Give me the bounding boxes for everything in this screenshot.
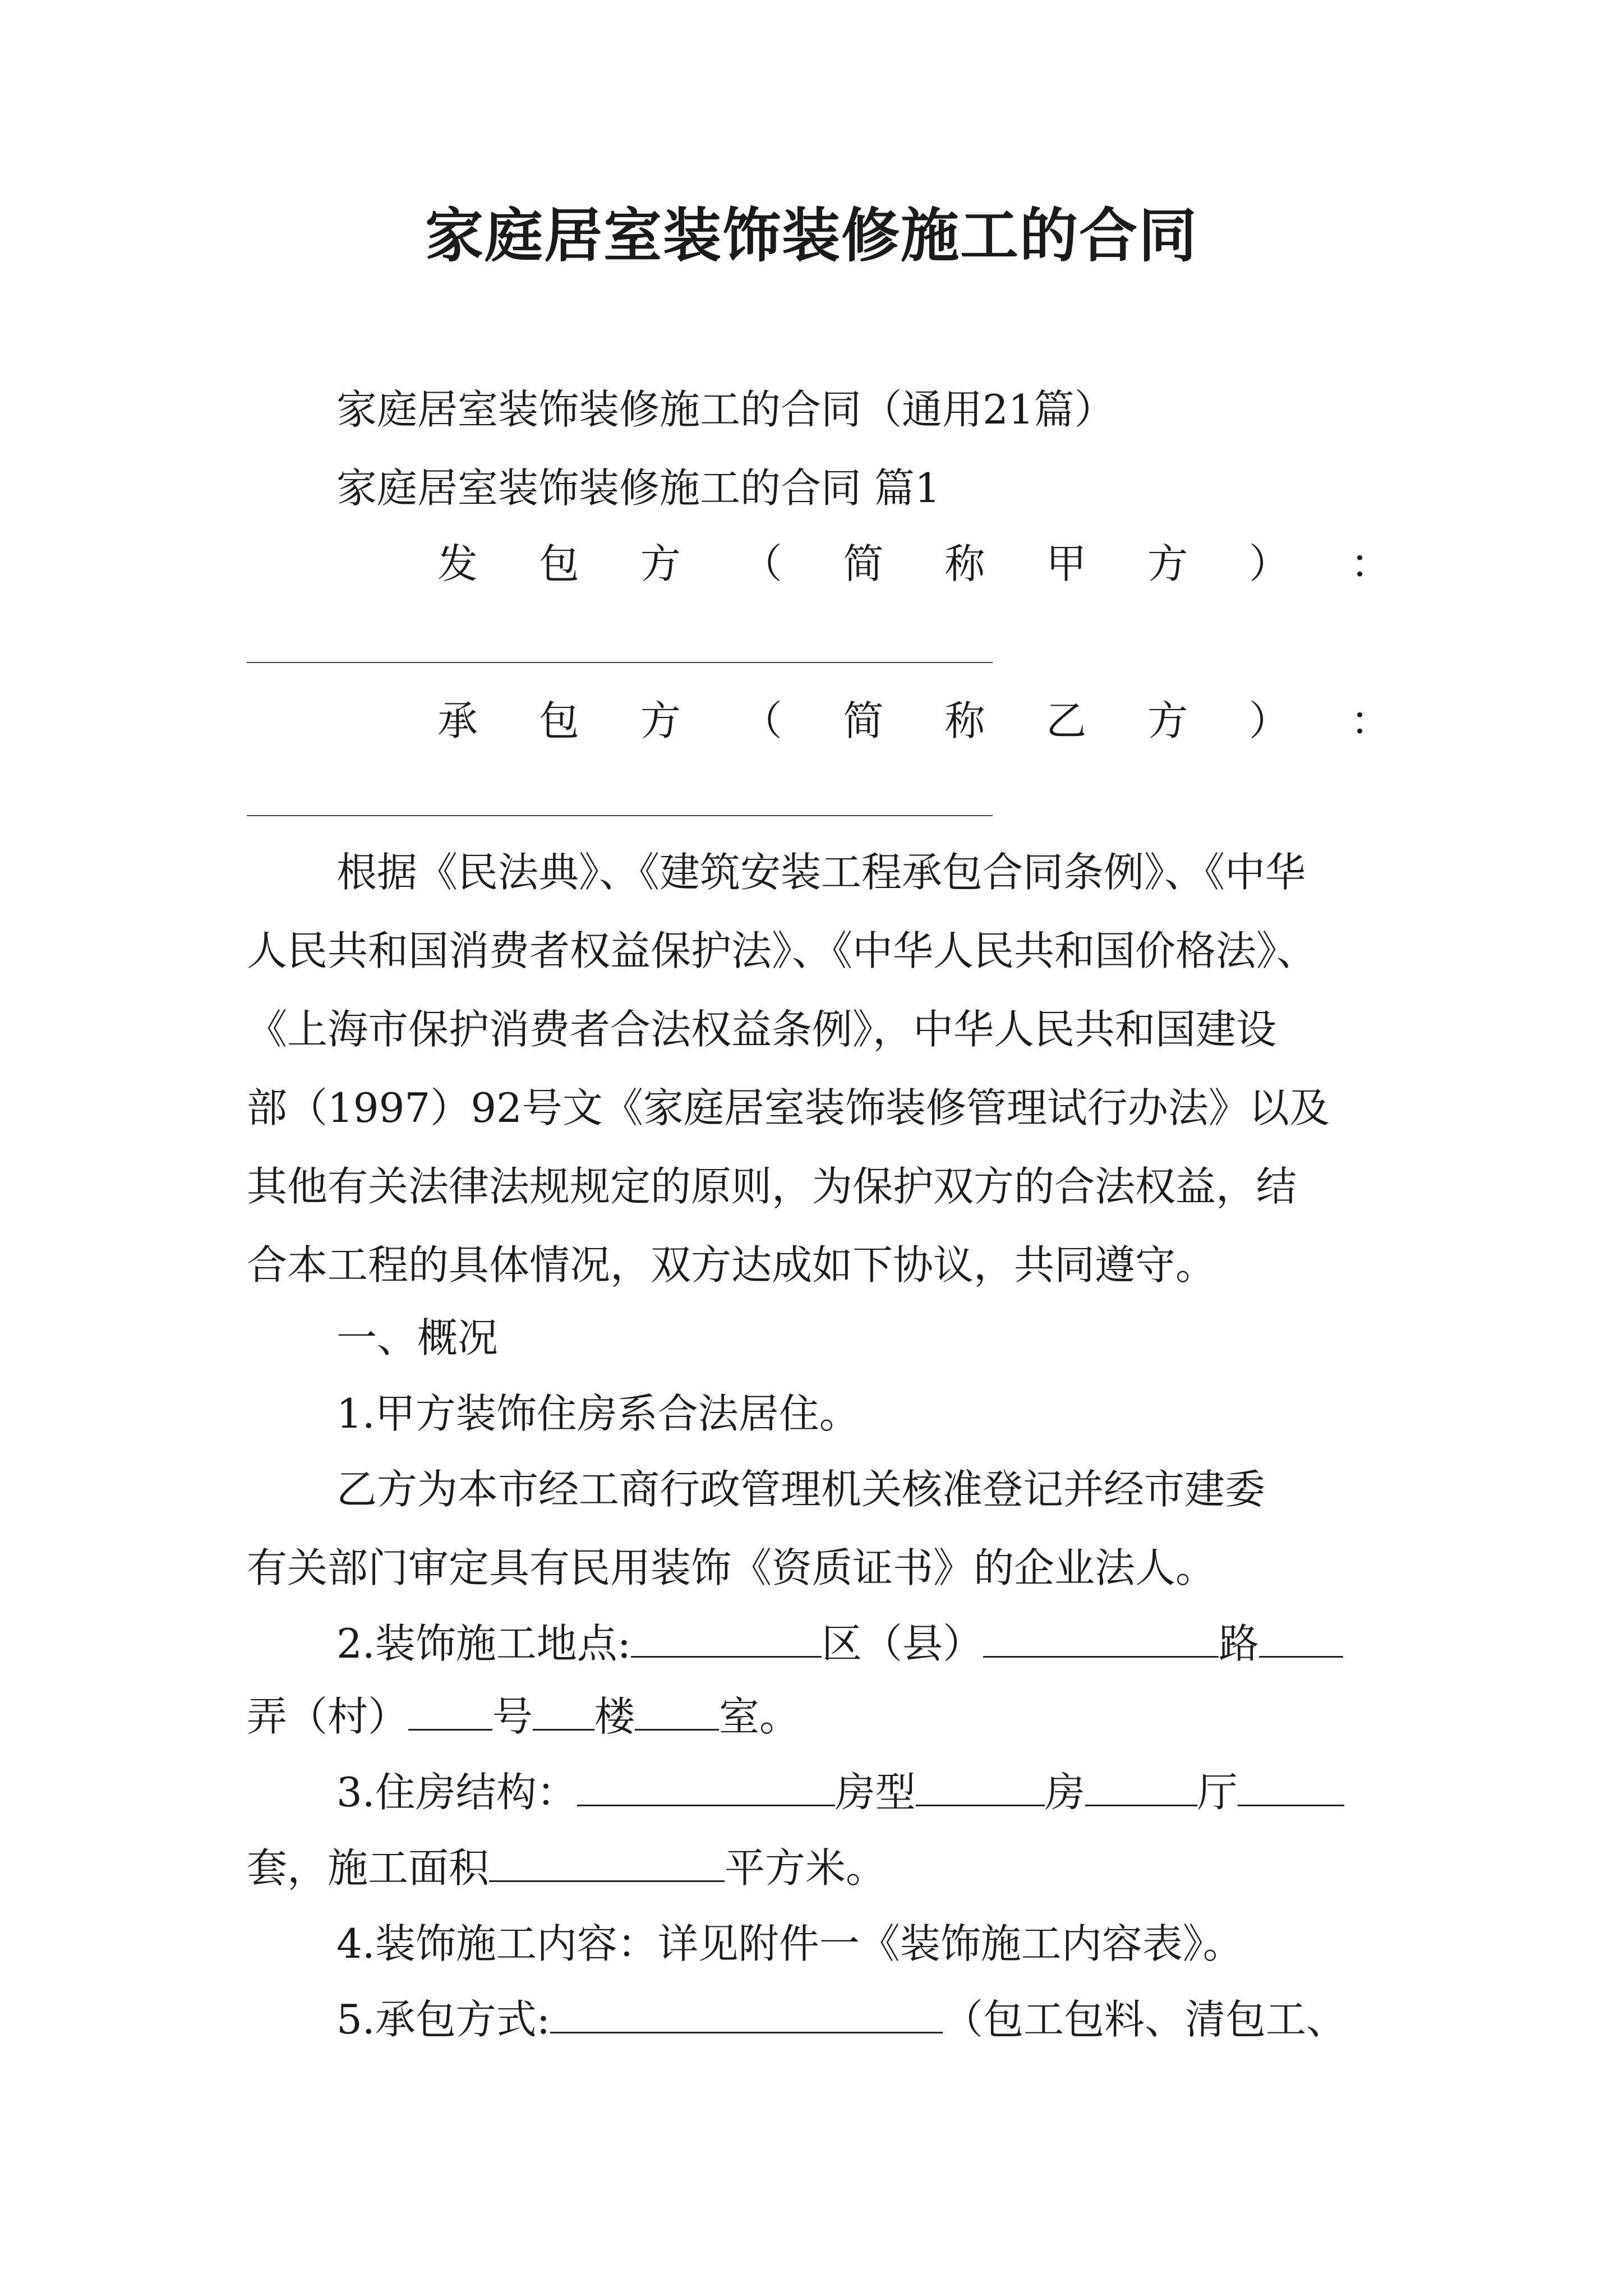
preamble-line: 《上海市保护消费者合法权益条例》，中华人民共和国建设 bbox=[247, 1006, 1277, 1053]
chapter-heading: 一、概况 bbox=[336, 1314, 499, 1361]
room-blank bbox=[635, 1688, 719, 1731]
party-b-line bbox=[437, 693, 1391, 749]
party-b-char: 乙 bbox=[1046, 697, 1087, 744]
preamble-line: 合本工程的具体情况，双方达成如下协议，共同遵守。 bbox=[247, 1241, 1216, 1289]
party-a-char: ） bbox=[1249, 540, 1290, 587]
clause-5-label: 5.承包方式: bbox=[336, 1996, 550, 2043]
party-a-char: 甲 bbox=[1046, 540, 1087, 587]
party-b-char: 承 bbox=[437, 697, 478, 744]
area-blank bbox=[489, 1840, 725, 1882]
clause-1b-line: 有关部门审定具有民用装饰《资质证书》的企业法人。 bbox=[247, 1544, 1216, 1591]
document-subtitle: 家庭居室装饰装修施工的合同（通用21篇） bbox=[336, 386, 1115, 433]
party-a-char: 包 bbox=[538, 540, 579, 587]
clause-3-label: 3.住房结构： bbox=[336, 1769, 577, 1816]
party-b-char: 包 bbox=[538, 697, 579, 744]
room-label: 室。 bbox=[719, 1693, 800, 1740]
district-label: 区（县） bbox=[821, 1620, 983, 1667]
preamble-line: 人民共和国消费者权益保护法》、《中华人民共和国价格法》、 bbox=[247, 927, 1317, 974]
clause-4: 4.装饰施工内容：详见附件一《装饰施工内容表》。 bbox=[336, 1920, 1243, 1967]
party-a-line bbox=[437, 536, 1391, 592]
party-b-char: 方 bbox=[1147, 697, 1188, 744]
party-b-fill-line bbox=[247, 815, 993, 816]
type-label: 房型 bbox=[834, 1769, 916, 1816]
road-label: 路 bbox=[1218, 1620, 1259, 1667]
party-b-char: 简 bbox=[843, 697, 884, 744]
type-blank bbox=[916, 1764, 1045, 1806]
halls-blank bbox=[1238, 1764, 1344, 1806]
preamble-line: 其他有关法律法规规定的原则，为保护双方的合法权益，结 bbox=[247, 1163, 1297, 1210]
party-b-char: ： bbox=[1350, 697, 1391, 744]
party-a-char: 方 bbox=[1147, 540, 1188, 587]
party-a-char: ： bbox=[1350, 540, 1391, 587]
clause-2-line bbox=[247, 1688, 800, 1745]
lane-label: 弄（村） bbox=[247, 1693, 409, 1740]
number-blank bbox=[408, 1688, 492, 1731]
rooms-label: 房 bbox=[1044, 1769, 1085, 1816]
halls-label: 厅 bbox=[1197, 1769, 1238, 1816]
building-blank bbox=[533, 1688, 594, 1731]
lane-blank bbox=[1259, 1616, 1343, 1658]
suite-label: 套，施工面积 bbox=[247, 1844, 490, 1892]
clause-1: 1.甲方装饰住房系合法居住。 bbox=[336, 1390, 860, 1437]
section-heading: 家庭居室装饰装修施工的合同 篇1 bbox=[336, 464, 940, 512]
clause-2-line bbox=[336, 1616, 1343, 1672]
clause-1b-line: 乙方为本市经工商行政管理机关核准登记并经市建委 bbox=[336, 1466, 1266, 1513]
contract-type-blank bbox=[550, 1991, 943, 2033]
contract-type-options: （包工包料、清包工、 bbox=[942, 1996, 1347, 2043]
preamble-line: 部（1997）92号文《家庭居室装饰装修管理试行办法》以及 bbox=[247, 1084, 1330, 1131]
structure-blank bbox=[577, 1764, 835, 1806]
road-blank bbox=[983, 1616, 1219, 1658]
party-a-char: （ bbox=[741, 540, 782, 587]
party-a-char: 称 bbox=[944, 540, 985, 587]
party-b-char: （ bbox=[741, 697, 782, 744]
party-a-char: 方 bbox=[640, 540, 681, 587]
document-title: 家庭居室装饰装修施工的合同 bbox=[425, 201, 1198, 270]
number-label: 号 bbox=[492, 1693, 533, 1740]
preamble-line: 根据《民法典》、《建筑安装工程承包合同条例》、《中华 bbox=[336, 849, 1306, 896]
clause-3-line bbox=[247, 1840, 886, 1896]
party-b-char: ） bbox=[1249, 697, 1290, 744]
party-a-char: 发 bbox=[437, 540, 478, 587]
party-a-char: 简 bbox=[843, 540, 884, 587]
party-b-char: 方 bbox=[640, 697, 681, 744]
party-b-char: 称 bbox=[944, 697, 985, 744]
unit-label: 平方米。 bbox=[725, 1844, 887, 1892]
party-a-fill-line bbox=[247, 662, 993, 663]
building-label: 楼 bbox=[594, 1693, 635, 1740]
clause-3-line bbox=[336, 1764, 1344, 1820]
rooms-blank bbox=[1085, 1764, 1197, 1806]
clause-5-line bbox=[336, 1991, 1347, 2047]
district-blank bbox=[631, 1616, 822, 1658]
clause-2-label: 2.装饰施工地点: bbox=[336, 1620, 631, 1667]
